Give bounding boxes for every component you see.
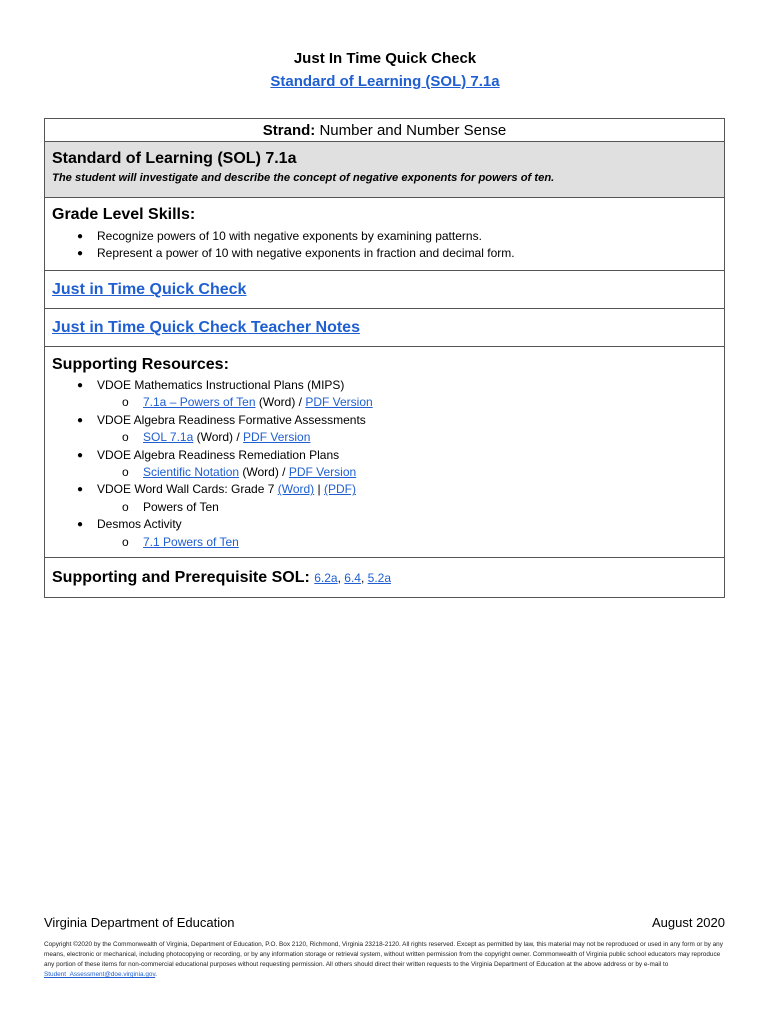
quick-check-link[interactable]: Just in Time Quick Check: [52, 281, 247, 298]
sol-heading: Standard of Learning (SOL) 7.1a: [52, 150, 297, 167]
bullet-icon: ●: [77, 248, 84, 259]
mips-pdf-link[interactable]: PDF Version: [305, 395, 373, 410]
sol-table: [44, 118, 725, 598]
desmos-link[interactable]: 7.1 Powers of Ten: [143, 534, 239, 549]
email-link[interactable]: Student_Assessment@doe.virginia.gov: [44, 971, 156, 978]
sol-title-link[interactable]: Standard of Learning (SOL) 7.1a: [270, 73, 500, 90]
resources-row: [45, 347, 724, 558]
list-item: ● VDOE Algebra Readiness Formative Assessments: [52, 412, 724, 429]
list-item: ● VDOE Word Wall Cards: Grade 7 (Word) | (PDF): [52, 481, 724, 498]
wordwall-pdf-link[interactable]: (PDF): [323, 482, 356, 497]
skills-row: [45, 198, 724, 271]
footer-date: August 2020: [651, 915, 725, 930]
bullet-icon: ●: [77, 484, 84, 496]
resources-heading: Supporting Resources:: [52, 356, 229, 373]
page-subtitle-link[interactable]: [0, 73, 770, 90]
bullet-icon: ●: [77, 449, 84, 461]
bullet-icon: ●: [77, 414, 84, 426]
sub-bullet-icon: o: [122, 395, 129, 410]
bullet-icon: ●: [77, 231, 84, 242]
prereq-heading: Supporting and Prerequisite SOL:: [52, 569, 310, 586]
remediation-word-link[interactable]: Scientific Notation: [143, 465, 240, 480]
copyright-notice: Copyright ©2020 by the Commonwealth of Virginia, Department of Education, P.O. Box 2120, Richmond, Virginia 23218-2120. All rights reserved. Except as permitted by law, this material may not be reproduced or used in any form or by any means, electronic or mechanical, including photocopying or recording, or by any information storage or retrieval system, without written permission from the copyright owner. Commonwealth of Virginia public school educators may reproduce any portion of these items for non-commercial educational purposes without requesting permission. All others should direct their written requests to the Virginia Department of Education at the above address or by e-mail to Student_Assessment@doe.virginia.gov.: [44, 941, 723, 978]
quick-check-row: [45, 271, 724, 309]
sol-row: [45, 142, 724, 198]
skills-heading: Grade Level Skills:: [52, 206, 196, 223]
teacher-notes-row: [45, 309, 724, 347]
list-item: o 7.1a – Powers of Ten (Word) / PDF Version: [52, 394, 724, 411]
list-item: [52, 534, 724, 551]
formative-word-link[interactable]: SOL 7.1a: [143, 430, 194, 445]
wordwall-word-link[interactable]: (Word): [277, 482, 315, 497]
sol-description: The student will investigate and describe the concept of negative exponents for powers of ten.: [52, 172, 555, 184]
prereq-row: Supporting and Prerequisite SOL: 6.2a, 6.4, 5.2a: [45, 558, 724, 598]
remediation-pdf-link[interactable]: PDF Version: [288, 465, 357, 480]
skills-list: [52, 228, 724, 262]
formative-pdf-link[interactable]: PDF Version: [243, 430, 311, 445]
strand-label: Strand:: [262, 122, 316, 139]
mips-word-link[interactable]: 7.1a – Powers of Ten: [143, 395, 256, 410]
teacher-notes-link[interactable]: Just in Time Quick Check Teacher Notes: [52, 319, 360, 336]
list-item: ● Desmos Activity: [52, 516, 724, 533]
resources-list: [52, 377, 724, 551]
sub-bullet-icon: o: [122, 430, 129, 445]
prereq-link-6-4[interactable]: 6.4: [344, 571, 361, 585]
list-item: o SOL 7.1a (Word) / PDF Version: [52, 429, 724, 446]
list-item: ● VDOE Algebra Readiness Remediation Plans: [52, 447, 724, 464]
strand-row: [45, 119, 724, 142]
sub-bullet-icon: o: [122, 534, 129, 549]
list-item: ● Recognize powers of 10 with negative exponents by examining patterns.: [77, 229, 482, 243]
sub-bullet-icon: o: [122, 499, 129, 514]
list-item: ● Represent a power of 10 with negative exponents in fraction and decimal form.: [77, 246, 515, 260]
list-item: o Scientific Notation (Word) / PDF Version: [52, 464, 724, 481]
prereq-link-5-2a[interactable]: 5.2a: [367, 571, 391, 585]
bullet-icon: ●: [77, 380, 84, 391]
page-title: Just In Time Quick Check: [293, 50, 477, 67]
strand-value: Number and Number Sense: [315, 122, 507, 139]
list-item: ● VDOE Mathematics Instructional Plans (MIPS): [52, 377, 724, 394]
list-item: o Powers of Ten: [52, 499, 724, 516]
sub-bullet-icon: o: [122, 465, 129, 480]
footer-organization: Virginia Department of Education: [44, 915, 235, 930]
bullet-icon: ●: [77, 519, 84, 531]
prereq-link-6-2a[interactable]: 6.2a: [314, 571, 338, 585]
